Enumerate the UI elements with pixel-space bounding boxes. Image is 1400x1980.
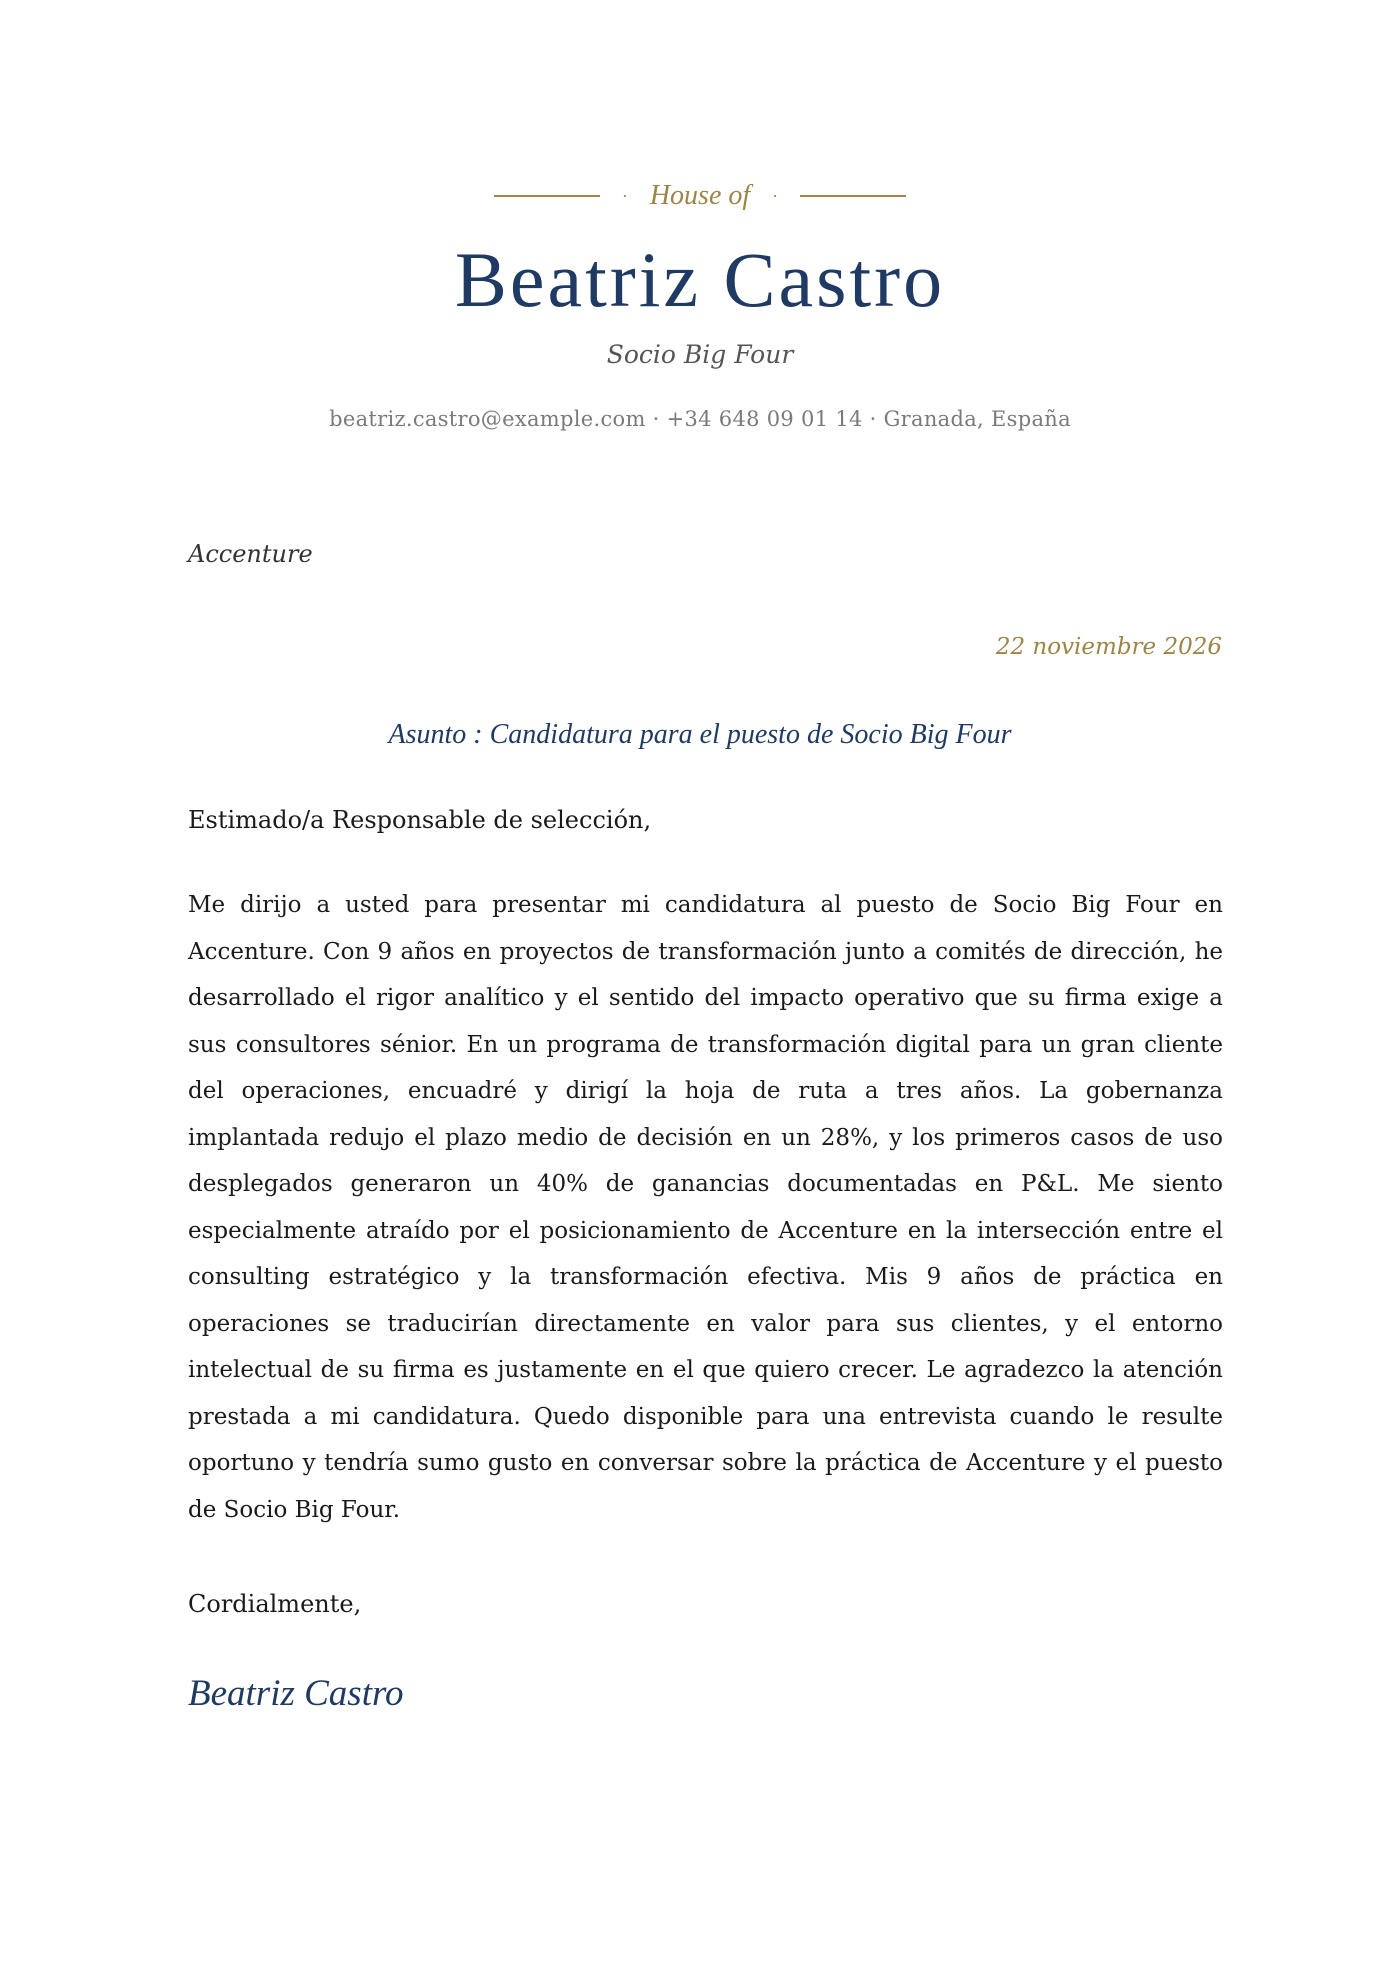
- letter-body: Me dirijo a usted para presentar mi candidatura al puesto de Socio Big Four en Accenture. Con 9 años en proyectos de transformación junto a comités de dirección, he desarrollado el rigor analítico y el sentido del impacto operativo que su firma exige a sus consultores sénior. En un programa de transformación digital para un gran cliente del operaciones, encuadré y dirigí la hoja de ruta a tres años. La gobernanza implantada redujo el plazo medio de decisión en un 28%, y los primeros casos de uso desplegados generaron un 40% de ganancias documentadas en P&L. Me siento especialmente atraído por el posicionamiento de Accenture en la intersección entre el consulting estratégico y la transformación efectiva. Mis 9 años de práctica en operaciones se traducirían directamente en valor para sus clientes, y el entorno intelectual de su firma es justamente en el que quiero crecer. Le agradezco la atención prestada a mi candidatura. Quedo disponible para una entrevista cuando le resulte oportuno y tendría sumo gusto en conversar sobre la práctica de Accenture y el puesto de Socio Big Four.: [188, 892, 1223, 1523]
- house-of-label: House of: [649, 180, 751, 211]
- letter-subject: Asunto : Candidatura para el puesto de Socio Big Four: [388, 719, 1012, 750]
- letter-date: 22 noviembre 2026: [995, 634, 1222, 660]
- applicant-role: Socio Big Four: [606, 340, 794, 369]
- left-separator-dot: ·: [621, 185, 628, 206]
- salutation: Estimado/a Responsable de selección,: [188, 806, 652, 834]
- recipient-company: Accenture: [188, 540, 313, 568]
- closing: Cordialmente,: [188, 1590, 362, 1618]
- applicant-name: Beatriz Castro: [454, 236, 946, 323]
- contact-line: beatriz.castro@example.com · +34 648 09 01 14 · Granada, España: [329, 407, 1071, 431]
- right-ornament-rule: [800, 195, 906, 197]
- signature: Beatriz Castro: [188, 1673, 404, 1714]
- house-of-ornament: [0, 178, 1400, 214]
- right-separator-dot: ·: [772, 185, 779, 206]
- left-ornament-rule: [494, 195, 600, 197]
